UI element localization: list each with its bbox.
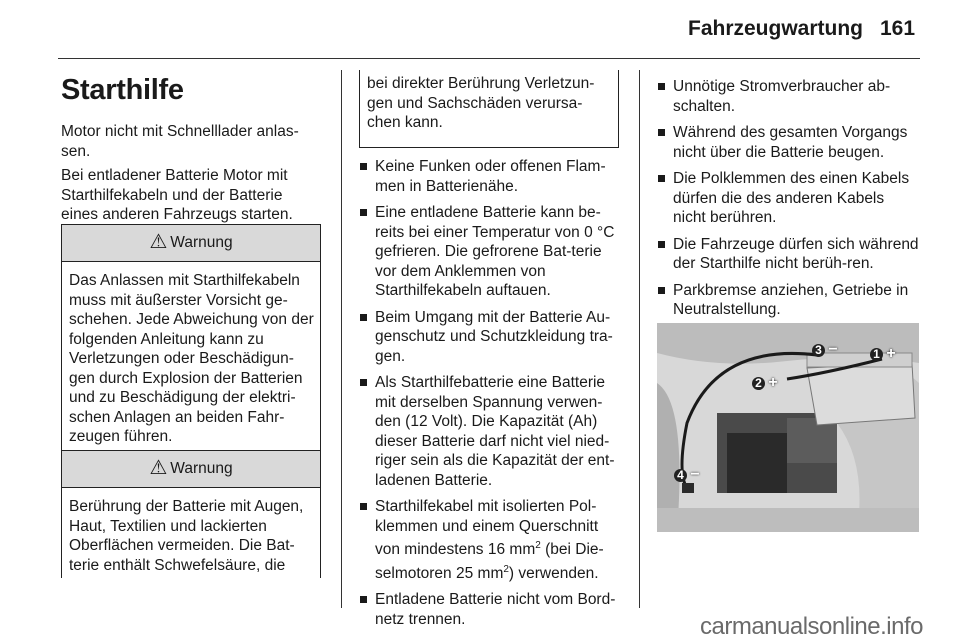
intro-paragraph: Bei entladener Batterie Motor mit Starthilfekabeln und der Batterie eines anderen Fahrzeugs starten. bbox=[61, 167, 293, 223]
precaution-list bbox=[657, 77, 921, 327]
plus-sign: + bbox=[768, 374, 778, 391]
minus-sign: − bbox=[690, 466, 700, 483]
minus-sign: − bbox=[828, 341, 838, 358]
list-item: Unnötige Stromverbraucher ab-schalten. bbox=[657, 77, 921, 116]
list-item: Beim Umgang mit der Batterie Au-genschutz und Schutzkleidung tra-gen. bbox=[359, 308, 623, 367]
list-item bbox=[359, 497, 623, 583]
cable-text: ) verwenden. bbox=[508, 564, 599, 582]
warning-box bbox=[61, 224, 321, 456]
warning-label: Warnung bbox=[170, 234, 233, 252]
column-divider bbox=[341, 70, 342, 608]
cable-text: (bei Die-selmotoren 25 mm bbox=[375, 541, 604, 582]
list-item: Während des gesamten Vorgangs nicht über die Batterie beugen. bbox=[657, 123, 921, 162]
precaution-list bbox=[359, 157, 623, 636]
page-number: 161 bbox=[880, 17, 916, 40]
callout-2 bbox=[752, 374, 778, 392]
list-item: Die Polklemmen des einen Kabels dürfen die des anderen Kabels nicht berühren. bbox=[657, 169, 921, 228]
warning-header bbox=[62, 225, 320, 262]
superscript: 2 bbox=[535, 540, 541, 551]
column-divider bbox=[639, 70, 640, 608]
jump-start-photo bbox=[657, 323, 919, 532]
warning-box-continued bbox=[359, 70, 619, 148]
header-rule bbox=[58, 58, 920, 59]
warning-label: Warnung bbox=[170, 460, 233, 478]
list-item: Keine Funken oder offenen Flam-men in Batterienähe. bbox=[359, 157, 623, 196]
superscript: 2 bbox=[503, 563, 509, 575]
plus-sign: + bbox=[886, 345, 896, 362]
callout-number: 3 bbox=[812, 344, 825, 357]
section-title: Starthilfe bbox=[61, 74, 184, 106]
intro-paragraph: Motor nicht mit Schnelllader anlas-sen. bbox=[61, 123, 299, 160]
callout-1 bbox=[870, 345, 896, 363]
warning-box bbox=[61, 450, 321, 578]
warning-header bbox=[62, 451, 320, 488]
callout-number: 1 bbox=[870, 348, 883, 361]
warning-text: Das Anlassen mit Starthilfekabeln muss mit äußerster Vorsicht ge-schehen. Jede Abweichung von der folgenden Anleitung kann zu Verletzungen oder Beschädigun-gen durch Explosion der Batterien und zu Beschädigung der elektri-schen Anlagen an beiden Fahr-zeugen führen. bbox=[69, 272, 314, 445]
warning-icon: ⚠ bbox=[149, 457, 168, 480]
warning-icon: ⚠ bbox=[149, 231, 168, 254]
callout-3 bbox=[812, 341, 838, 359]
list-item: Entladene Batterie nicht vom Bord-netz trennen. bbox=[359, 590, 623, 629]
warning-text: bei direkter Berührung Verletzun-gen und Sachschäden verursa-chen kann. bbox=[367, 75, 595, 131]
watermark: carmanualsonline.info bbox=[700, 613, 923, 640]
intro-text bbox=[61, 122, 323, 230]
cable-text: Starthilfekabel mit isolierten Pol-klemmen und einem Querschnitt von mindestens 16 mm bbox=[375, 498, 599, 559]
list-item: Eine entladene Batterie kann be-reits bei einer Temperatur von 0 °C gefrieren. Die gefrorene Bat-terie vor dem Anklemmen von Starthilfekabeln auftauen. bbox=[359, 203, 623, 301]
warning-text: Berührung der Batterie mit Augen, Haut, Textilien und lackierten Oberflächen vermeiden. Die Bat-terie enthält Schwefelsäure, die bbox=[69, 498, 304, 574]
callout-4 bbox=[674, 466, 700, 484]
chapter-title: Fahrzeugwartung bbox=[688, 17, 864, 40]
list-item: Als Starthilfebatterie eine Batterie mit derselben Spannung verwen-den (12 Volt). Die Kapazität (Ah) dieser Batterie darf nicht viel nied-riger sein als die Kapazität der ent-ladenen Batterie. bbox=[359, 373, 623, 490]
list-item: Die Fahrzeuge dürfen sich während der Starthilfe nicht berüh-ren. bbox=[657, 235, 921, 274]
callout-number: 2 bbox=[752, 377, 765, 390]
list-item: Parkbremse anziehen, Getriebe in Neutralstellung. bbox=[657, 281, 921, 320]
callout-number: 4 bbox=[674, 469, 687, 482]
